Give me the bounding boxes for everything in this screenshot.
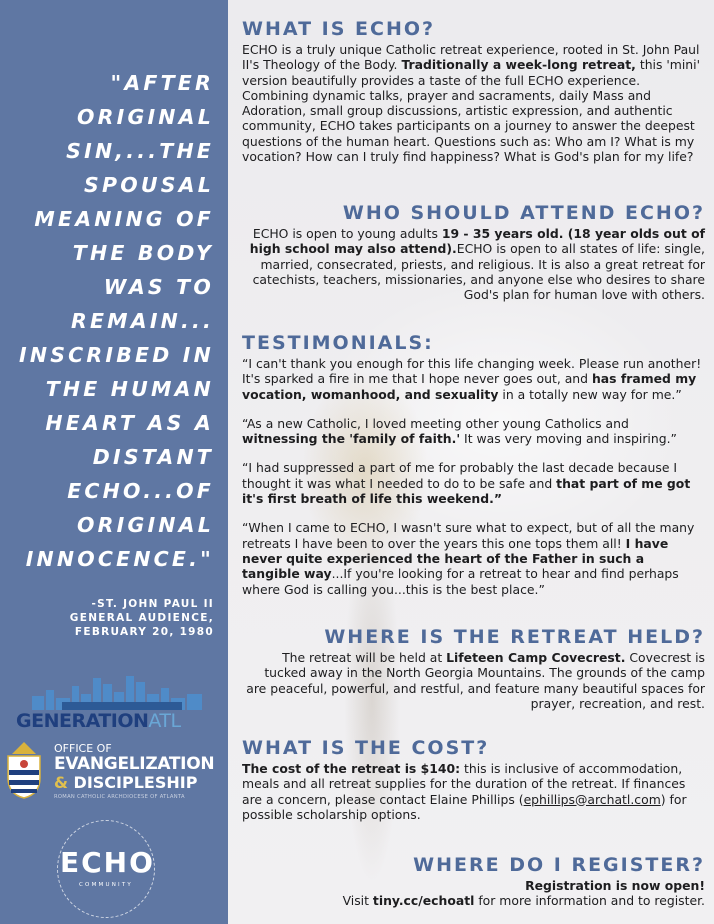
text: “When I came to ECHO, I wasn't sure what to expect, but of all the many retreats I have been to over the years this one tops them all!	[242, 520, 695, 551]
text: for more information and to register.	[474, 893, 705, 909]
text: It was very moving and inspiring.”	[460, 431, 677, 447]
section-testimonials	[242, 332, 705, 597]
section-heading: WHO SHOULD ATTEND ECHO?	[342, 202, 705, 224]
attribution-line: GENERAL AUDIENCE,	[69, 612, 214, 624]
paragraph	[242, 460, 705, 506]
quote-line: WAS TO	[103, 275, 214, 299]
quote-attribution	[70, 597, 214, 639]
quote-line: ORIGINAL	[77, 513, 214, 537]
email-link[interactable]: ephillips@archatl.com	[523, 791, 661, 807]
paragraph	[242, 878, 705, 909]
quote-line: REMAIN...	[70, 309, 214, 333]
office-line1: OFFICE OF	[54, 742, 112, 755]
text: “I had suppressed a part of me for probably the last decade because I thought it was what I needed to do to be safe and	[242, 460, 678, 491]
bold-text: 19 - 35 years old. (18 year olds out of high school may also attend).	[249, 226, 705, 257]
text: ...If you're looking for a retreat to hear and find perhaps where God is calling you...this is the best place.”	[242, 566, 679, 597]
text: this is inclusive of accommodation, meals and all retreat supplies for the duration of the retreat. If finances are a concern, please contact Elaine Phillips (	[242, 761, 686, 807]
quote-line: THE BODY	[72, 241, 214, 265]
quote-line: MEANING OF	[34, 207, 214, 231]
section-heading: TESTIMONIALS:	[242, 332, 434, 354]
bold-text: I have never quite experienced the heart of the Father in such a tangible way	[242, 535, 669, 582]
pull-quote	[0, 66, 214, 576]
archdiocese-crest-icon	[4, 740, 44, 800]
paragraph	[242, 520, 705, 596]
office-line3: & DISCIPLESHIP	[54, 773, 198, 792]
text: this 'mini' version beautifully provides a taste of the full ECHO experience. Combining dynamic talks, prayer and sacraments, daily Mass and Adoration, small group discussions, artistic expression, and authentic community, ECHO takes participants on a journey to answer the deepest questions of the human heart. Questions such as: Who am I? What is my vocation? How can I truly find happiness? What is God's plan for my life?	[242, 57, 700, 165]
quote-line: INSCRIBED IN	[19, 343, 214, 367]
generation-wordmark: GENERATIONATL	[16, 710, 181, 732]
office-evangelization-logo	[4, 740, 219, 810]
section-heading: WHERE DO I REGISTER?	[413, 854, 705, 876]
section-who-should-attend	[242, 202, 705, 302]
bold-text: tiny.cc/echoatl	[372, 893, 475, 909]
text: ECHO is open to young adults	[252, 226, 442, 241]
office-line4: ROMAN CATHOLIC ARCHDIOCESE OF ATLANTA	[54, 794, 185, 800]
paragraph	[242, 416, 705, 447]
attribution-line: FEBRUARY 20, 1980	[74, 626, 214, 638]
section-register	[242, 854, 705, 909]
quote-line: ORIGINAL	[77, 105, 214, 129]
text: Covecrest is tucked away in the North Georgia Mountains. The grounds of the camp are peaceful, powerful, and restful, and feature many beautiful spaces for prayer, recreation, and rest.	[246, 650, 705, 711]
quote-line: ECHO...OF	[67, 479, 214, 503]
quote-line: HEART AS A	[45, 411, 214, 435]
text: Visit	[342, 893, 373, 909]
text: ECHO is open to all states of life: single, married, consecrated, priests, and religious. It is also a great retreat for catechists, teachers, missionaries, and anyone else who desires to share God's plan for human love with others.	[252, 241, 705, 303]
text: “I can't thank you enough for this life changing week. Please run another! It's sparked a fire in me that I hope never goes out, and	[242, 356, 702, 387]
bold-text: has framed my vocation, womanhood, and sexuality	[242, 371, 697, 402]
paragraph	[242, 42, 705, 164]
quote-line: "AFTER	[110, 71, 214, 95]
paragraph	[242, 761, 705, 822]
skyline-icon	[32, 674, 202, 710]
quote-line: SPOUSAL	[84, 173, 214, 197]
bold-text: Traditionally a week-long retreat,	[401, 57, 636, 73]
section-heading: WHAT IS THE COST?	[242, 737, 490, 759]
office-line2: EVANGELIZATION	[54, 754, 215, 774]
echo-wordmark: ECHO	[60, 846, 155, 879]
text: ECHO is a truly unique Catholic retreat experience, rooted in St. John Paul II's Theology of the Body.	[242, 42, 700, 73]
section-heading: WHAT IS ECHO?	[242, 18, 436, 40]
bold-text: that part of me got it's first breath of life this weekend.”	[242, 475, 691, 507]
bold-text: Registration is now open!	[525, 878, 705, 893]
section-heading: WHERE IS THE RETREAT HELD?	[324, 626, 705, 648]
echo-community-logo	[52, 818, 160, 918]
quote-line: SIN,...THE	[66, 139, 214, 163]
section-what-is-echo	[242, 18, 705, 164]
attribution-line: -ST. JOHN PAUL II	[91, 598, 214, 610]
paragraph	[242, 650, 705, 711]
generation-atl-logo	[12, 670, 212, 732]
quote-line: INNOCENCE."	[25, 547, 214, 571]
paragraph	[242, 356, 705, 402]
paragraph	[242, 226, 705, 302]
quote-line: THE HUMAN	[45, 377, 214, 401]
bold-text: The cost of the retreat is $140:	[242, 761, 461, 776]
text: “As a new Catholic, I loved meeting other young Catholics and	[242, 415, 629, 431]
bold-text: witnessing the 'family of faith.'	[242, 431, 461, 447]
sidebar	[0, 0, 228, 924]
text: ) for possible scholarship options.	[242, 791, 687, 822]
text: in a totally new way for me.”	[498, 386, 682, 402]
section-cost	[242, 737, 705, 822]
text: The retreat will be held at	[282, 650, 447, 665]
section-where-held	[242, 626, 705, 711]
quote-line: DISTANT	[92, 445, 214, 469]
bold-text: Lifeteen Camp Covecrest.	[446, 650, 626, 665]
echo-subtitle: COMMUNITY	[79, 882, 133, 888]
